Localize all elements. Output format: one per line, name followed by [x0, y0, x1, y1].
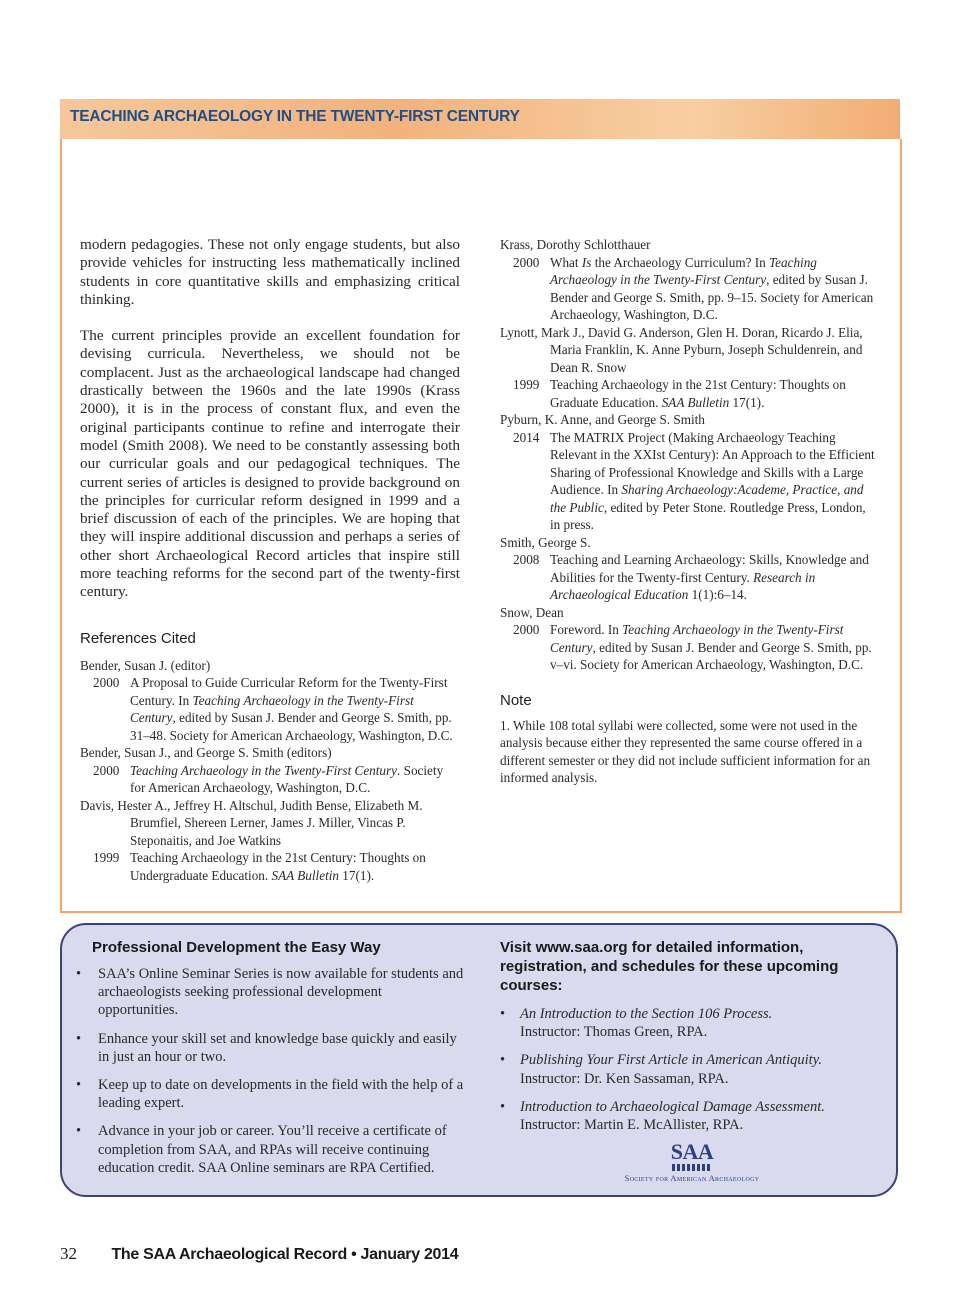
bullet-dot-icon: •	[500, 1098, 506, 1115]
reference-author: Pyburn, K. Anne, and George S. Smith	[500, 412, 705, 427]
reference-author: Davis, Hester A., Jeffrey H. Altschul, Judith Bense, Elizabeth M. Brumfiel, Shereen Lerner, James J. Miller, Vincas P. Steponaitis, and Joe Watkins	[80, 797, 423, 848]
references-list-left	[80, 657, 460, 885]
body-paragraph: modern pedagogies. These not only engage students, but also provide vehicles for instructing less mathematically inclined students in core quantitative skills and emphasizing critical thinking.	[80, 236, 460, 308]
reference-year: 2014	[513, 429, 540, 445]
bullet-dot-icon: •	[500, 1006, 506, 1022]
reference-title-italic: SAA Bulletin	[271, 867, 339, 883]
reference-text: 17(1).	[339, 867, 375, 883]
course-instructor: Instructor: Martin E. McAllister, RPA.	[520, 1117, 744, 1134]
publication-line: The SAA Archaeological Record • January 2014	[111, 1246, 459, 1263]
reference-text: Foreword. In	[550, 622, 623, 637]
promo-bullet-item	[76, 1122, 464, 1177]
reference-entry	[80, 674, 460, 744]
course-item	[500, 1005, 890, 1041]
reference-entry	[500, 551, 878, 604]
course-title: Introduction to Archaeological Damage Assessment.	[520, 1098, 825, 1115]
references-heading: References Cited	[80, 629, 196, 647]
reference-text: 1(1):6–14.	[688, 587, 747, 602]
reference-text: , edited by Susan J. Bender and George S. Smith, pp. 9–15. Society for American Archaeology, Washington, D.C.	[550, 272, 874, 322]
course-item	[500, 1051, 890, 1087]
promo-bullet-item	[76, 1076, 464, 1112]
right-column	[500, 236, 878, 787]
reference-author: Bender, Susan J., and George S. Smith (editors)	[80, 745, 332, 761]
page-footer	[60, 1244, 458, 1264]
course-list	[500, 1005, 890, 1134]
reference-year: 2008	[513, 552, 540, 567]
note-text: 1. While 108 total syllabi were collected, some were not used in the analysis because either they represented the same course offered in a different semester or they did not include sufficient information for an informed analysis.	[500, 717, 871, 785]
promo-left	[76, 938, 464, 1187]
reference-text: , edited by Susan J. Bender and George S. Smith, pp. 31–48. Society for American Archaeology, Washington, D.C.	[130, 710, 453, 743]
note-heading: Note	[500, 691, 532, 709]
course-instructor: Instructor: Dr. Ken Sassaman, RPA.	[520, 1070, 729, 1087]
reference-year: 2000	[93, 762, 120, 778]
promo-bullet-text: Keep up to date on developments in the field with the help of a leading expert.	[98, 1077, 464, 1112]
reference-title-italic: Teaching Archaeology in the Twenty-First Century	[130, 692, 414, 726]
reference-text: , edited by Susan J. Bender and George S. Smith, pp. v–vi. Society for American Archaeology, Washington, D.C.	[550, 639, 872, 672]
promo-bullet-text: SAA’s Online Seminar Series is now available for students and archaeologists seeking professional development opportunities.	[98, 966, 464, 1019]
course-title: An Introduction to the Section 106 Process.	[520, 1006, 773, 1022]
saa-logo-name: Society for American Archaeology	[624, 1173, 760, 1183]
reference-entry	[500, 376, 878, 411]
reference-year: 2000	[513, 622, 540, 637]
reference-entry	[500, 429, 878, 534]
reference-text: Teaching and Learning Archaeology: Skills, Knowledge and Abilities for the Twenty-first Century.	[550, 552, 869, 585]
reference-entry	[80, 762, 460, 797]
reference-text: . Society for American Archaeology, Washington, D.C.	[130, 762, 444, 796]
course-instructor: Instructor: Thomas Green, RPA.	[520, 1024, 708, 1041]
saa-logo-mark: SAA	[670, 1139, 714, 1164]
reference-title-italic: Teaching Archaeology in the Twenty-First Century	[130, 762, 398, 778]
saa-logo	[617, 1141, 767, 1183]
reference-text: Teaching Archaeology in the 21st Century: Thoughts on Undergraduate Education.	[130, 850, 426, 883]
reference-text: What	[550, 254, 582, 270]
body-paragraph: The current principles provide an excellent foundation for devising curricula. Nevertheless, we should not be complacent. Just as the archaeological landscape had changed drastically between the 1960s and the late 1990s (Krass 2000), it is in the process of constant flux, and even the original participants continue to refine and interrogate their model (Smith 2008). We need to be constantly assessing both our curricular goals and our pedagogical techniques. The current series of articles is designed to provide background on the principles for curricular reform designed in 1999 and a brief discussion of each of the principles. We are hoping that they will inspire additional discussion and perhaps a series of other short Archaeological Record articles that inspire still more teaching reforms for the second part of the twenty-first century.	[80, 327, 460, 601]
reference-author: Bender, Susan J. (editor)	[80, 657, 211, 673]
reference-text: , edited by Peter Stone. Routledge Press, London, in press.	[550, 499, 866, 532]
bullet-dot-icon: •	[500, 1052, 506, 1069]
saa-logo-pattern-icon	[672, 1164, 712, 1171]
promo-left-heading: Professional Development the Easy Way	[92, 939, 381, 956]
reference-author: Krass, Dorothy Schlotthauer	[500, 237, 651, 252]
promo-right	[500, 938, 890, 1144]
running-header-title: TEACHING ARCHAEOLOGY IN THE TWENTY-FIRST CENTURY	[70, 108, 520, 125]
reference-author: Smith, George S.	[500, 534, 591, 550]
reference-title-italic: Is	[581, 254, 592, 270]
course-item	[500, 1098, 890, 1134]
promo-box	[60, 923, 898, 1197]
reference-entry	[500, 621, 878, 674]
course-title: Publishing Your First Article in American Antiquity.	[520, 1052, 822, 1069]
references-list-right	[500, 236, 878, 674]
reference-year: 1999	[93, 850, 120, 866]
bullet-dot-icon: •	[76, 1030, 82, 1047]
bullet-dot-icon: •	[76, 1123, 82, 1140]
left-column	[80, 236, 460, 884]
promo-bullet-text: Advance in your job or career. You’ll receive a certificate of completion from SAA, and RPAs will receive continuing education credit. SAA Online seminars are RPA Certified.	[98, 1123, 447, 1176]
reference-title-italic: Teaching Archaeology in the Twenty-First Century	[550, 622, 844, 655]
reference-author: Lynott, Mark J., David G. Anderson, Glen H. Doran, Ricardo J. Elia, Maria Franklin, K. Anne Pyburn, Joseph Schuldenrein, and Dean R. Snow	[500, 324, 863, 375]
reference-text: 17(1).	[729, 394, 765, 410]
reference-entry	[80, 849, 460, 884]
reference-text: the Archaeology Curriculum? In	[591, 254, 770, 270]
promo-right-heading: Visit www.saa.org for detailed information, registration, and schedules for these upcoming courses:	[500, 939, 839, 994]
reference-title-italic: Teaching Archaeology in the Twenty-First Century	[550, 254, 817, 287]
reference-text: Teaching Archaeology in the 21st Century: Thoughts on Graduate Education.	[550, 377, 846, 410]
reference-text: The MATRIX Project (Making Archaeology Teaching Relevant in the XXIst Century): An Approach to the Efficient Sharing of Professional Knowledge and Skills with a Large Audience. In	[550, 429, 875, 497]
page-number: 32	[60, 1244, 77, 1263]
bullet-dot-icon: •	[76, 1077, 82, 1094]
promo-bullet-text: Enhance your skill set and knowledge base quickly and easily in just an hour or two.	[98, 1030, 457, 1065]
reference-title-italic: Sharing Archaeology:Academe, Practice, and the Public	[550, 482, 864, 515]
promo-bullet-item	[76, 965, 464, 1020]
reference-year: 2000	[93, 675, 120, 691]
reference-author: Snow, Dean	[500, 604, 564, 620]
reference-year: 1999	[513, 377, 540, 392]
reference-text: A Proposal to Guide Curricular Reform for the Twenty-First Century. In	[130, 675, 448, 708]
promo-bullet-item	[76, 1030, 464, 1066]
bullet-dot-icon: •	[76, 966, 82, 982]
reference-year: 2000	[513, 254, 540, 270]
reference-title-italic: Research in Archaeological Education	[550, 569, 816, 602]
reference-title-italic: SAA Bulletin	[661, 394, 730, 410]
promo-bullet-list	[76, 965, 464, 1177]
reference-entry	[500, 254, 878, 324]
